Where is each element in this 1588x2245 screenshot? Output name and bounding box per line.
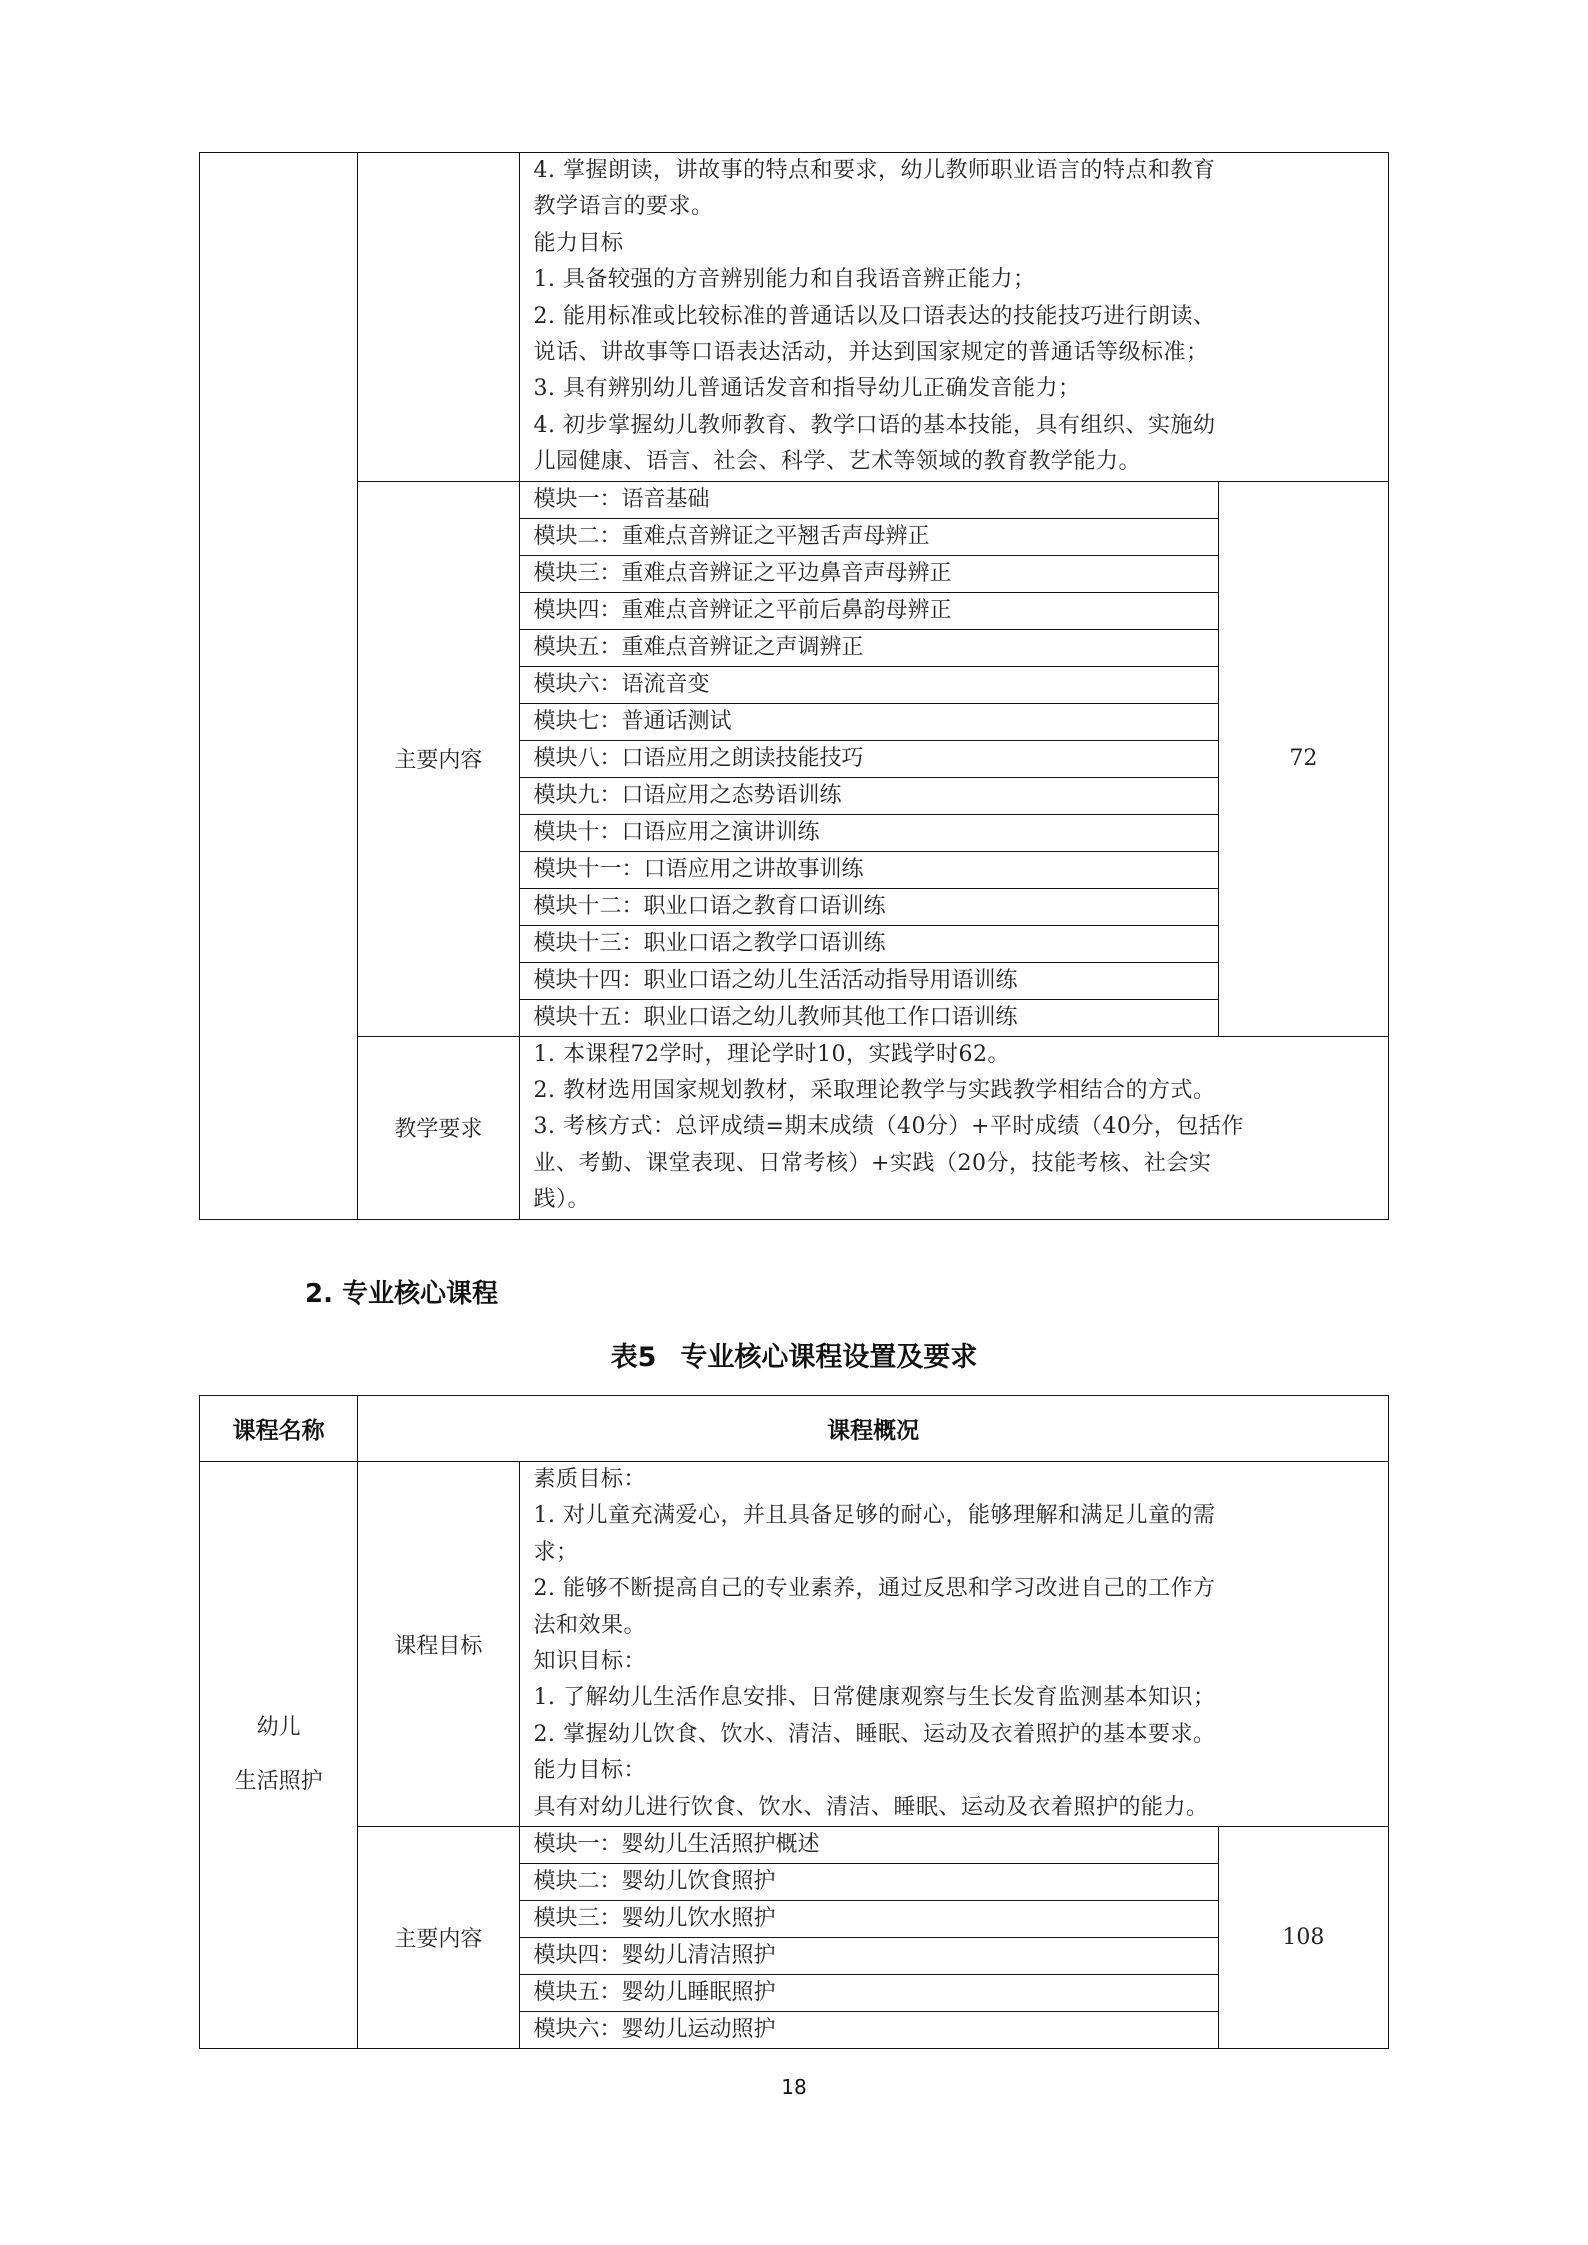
text-line: 3. 具有辨别幼儿普通话发音和指导幼儿正确发音能力； [533, 376, 1081, 402]
module-item: 模块一：婴幼儿生活照护概述 [519, 1827, 1218, 1864]
module-item: 模块二：重难点音辨证之平翘舌声母辨正 [519, 518, 1218, 555]
table-caption-number: 表5 [610, 1342, 657, 1373]
text-line: 2. 能用标准或比较标准的普通话以及口语表达的技能技巧进行朗读、 [533, 303, 1216, 329]
module-hours: 72 [1218, 481, 1388, 1036]
module-item: 模块十五：职业口语之幼儿教师其他工作口语训练 [519, 999, 1218, 1036]
course-objectives-label: 课程目标 [358, 1462, 519, 1827]
course-name-cell-empty [200, 153, 358, 1220]
table-header-row [200, 1396, 1389, 1462]
text-line: 儿园健康、语言、社会、科学、艺术等领域的教育教学能力。 [533, 449, 1142, 475]
module-item: 模块三：重难点音辨证之平边鼻音声母辨正 [519, 555, 1218, 592]
course-name-cell [200, 1462, 358, 2049]
text-line: 4. 掌握朗读，讲故事的特点和要求，幼儿教师职业语言的特点和教育 [533, 158, 1216, 183]
teaching-req-row [200, 1036, 1389, 1219]
text-line: 具有对幼儿进行饮食、饮水、清洁、睡眠、运动及衣着照护的能力。 [533, 1794, 1209, 1820]
text-line: 4. 初步掌握幼儿教师教育、教学口语的基本技能，具有组织、实施幼 [533, 412, 1216, 438]
course-name-line2: 生活照护 [234, 1769, 323, 1795]
text-line: 1. 本课程72学时，理论学时10，实践学时62。 [533, 1041, 1010, 1067]
continued-course-table [199, 152, 1389, 1220]
objectives-label-cell-empty [358, 153, 519, 482]
course-objectives-text [520, 1462, 1388, 1826]
module-item: 模块十：口语应用之演讲训练 [519, 814, 1218, 851]
text-line: 能力目标： [533, 1758, 647, 1784]
text-line: 1. 了解幼儿生活作息安排、日常健康观察与生长发育监测基本知识； [533, 1685, 1216, 1711]
main-content-label: 主要内容 [358, 1827, 519, 2049]
section-heading: 2. 专业核心课程 [305, 1279, 499, 1309]
module-item: 模块七：普通话测试 [519, 703, 1218, 740]
module-item: 模块四：重难点音辨证之平前后鼻韵母辨正 [519, 592, 1218, 629]
module-item: 模块二：婴幼儿饮食照护 [519, 1864, 1218, 1901]
core-course-table [199, 1395, 1389, 2049]
objectives-row [200, 153, 1389, 482]
module-item: 模块十四：职业口语之幼儿生活活动指导用语训练 [519, 962, 1218, 999]
objectives-text [520, 153, 1388, 481]
text-line: 2. 能够不断提高自己的专业素养，通过反思和学习改进自己的工作方 [533, 1576, 1216, 1602]
course-name-line1: 幼儿 [256, 1715, 301, 1741]
module-item: 模块六：婴幼儿运动照护 [519, 2012, 1218, 2049]
header-overview: 课程概况 [358, 1396, 1389, 1462]
main-content-label: 主要内容 [358, 481, 519, 1036]
module-item: 模块三：婴幼儿饮水照护 [519, 1901, 1218, 1938]
module-item: 模块五：重难点音辨证之声调辨正 [519, 629, 1218, 666]
table-caption [0, 1335, 1588, 1374]
text-line: 说话、讲故事等口语表达活动，并达到国家规定的普通话等级标准； [533, 340, 1209, 366]
module-hours: 108 [1218, 1827, 1388, 2049]
text-line: 践）。 [533, 1187, 591, 1213]
text-line: 2. 掌握幼儿饮食、饮水、清洁、睡眠、运动及衣着照护的基本要求。 [533, 1721, 1216, 1747]
text-line: 3. 考核方式：总评成绩=期末成绩（40分）+平时成绩（40分，包括作 [533, 1114, 1244, 1140]
module-item: 模块十三：职业口语之教学口语训练 [519, 925, 1218, 962]
course-objectives-cell [519, 1462, 1388, 1827]
module-item: 模块一：语音基础 [519, 481, 1218, 518]
text-line: 业、考勤、课堂表现、日常考核）+实践（20分，技能考核、社会实 [533, 1150, 1212, 1176]
teaching-req-cell [519, 1036, 1388, 1219]
text-line: 2. 教材选用国家规划教材，采取理论教学与实践教学相结合的方式。 [533, 1078, 1216, 1104]
text-line: 素质目标： [533, 1467, 647, 1492]
module-row [200, 1827, 1389, 1864]
text-line: 法和效果。 [533, 1612, 647, 1638]
text-line: 1. 具备较强的方音辨别能力和自我语音辨正能力； [533, 267, 1036, 293]
text-line: 知识目标： [533, 1649, 647, 1675]
teaching-req-text [520, 1037, 1388, 1219]
text-line: 教学语言的要求。 [533, 194, 714, 220]
module-item: 模块五：婴幼儿睡眠照护 [519, 1975, 1218, 2012]
text-line: 能力目标 [533, 230, 624, 256]
text-line: 求； [533, 1539, 579, 1565]
header-course-name: 课程名称 [200, 1396, 358, 1462]
teaching-req-label: 教学要求 [358, 1036, 519, 1219]
course-objectives-row [200, 1462, 1389, 1827]
module-item: 模块四：婴幼儿清洁照护 [519, 1938, 1218, 1975]
module-item: 模块十二：职业口语之教育口语训练 [519, 888, 1218, 925]
module-item: 模块九：口语应用之态势语训练 [519, 777, 1218, 814]
page-number: 18 [781, 2075, 807, 2099]
text-line: 1. 对儿童充满爱心，并且具备足够的耐心，能够理解和满足儿童的需 [533, 1503, 1216, 1529]
module-item: 模块八：口语应用之朗读技能技巧 [519, 740, 1218, 777]
module-item: 模块六：语流音变 [519, 666, 1218, 703]
module-row [200, 481, 1389, 518]
objectives-cell [519, 153, 1388, 482]
table-caption-title: 专业核心课程设置及要求 [680, 1342, 978, 1373]
module-item: 模块十一：口语应用之讲故事训练 [519, 851, 1218, 888]
